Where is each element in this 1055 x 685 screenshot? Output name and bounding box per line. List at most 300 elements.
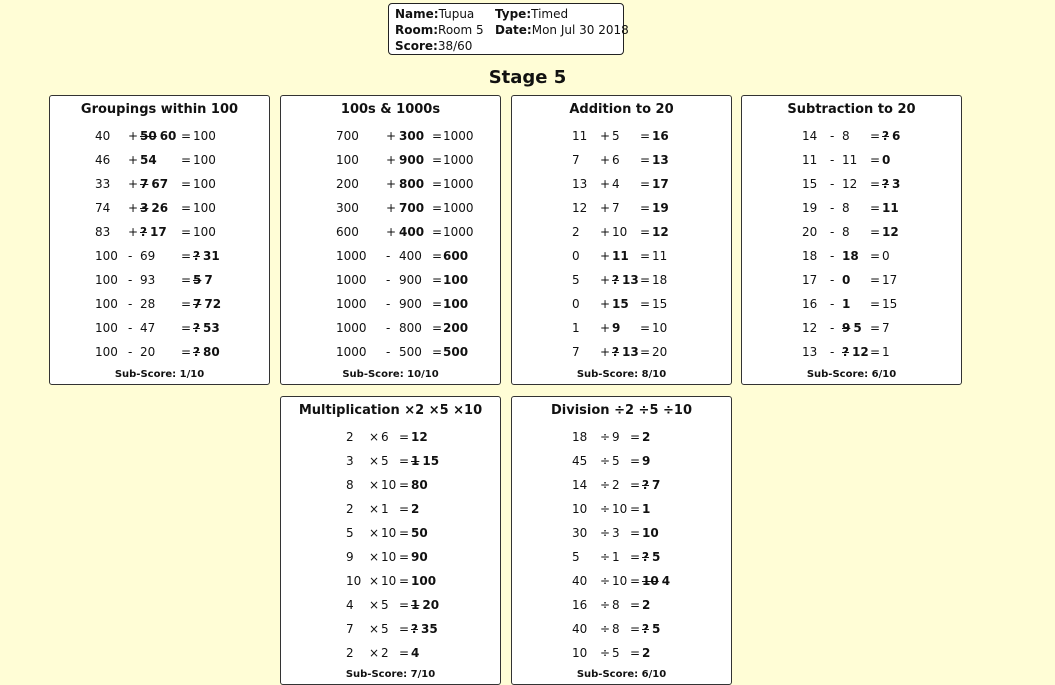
answer: 54 bbox=[140, 153, 157, 167]
operand-b bbox=[842, 272, 850, 288]
equals: = bbox=[399, 526, 410, 540]
operand-a: 15 bbox=[802, 177, 818, 191]
result-value: 100 bbox=[193, 201, 216, 215]
operand-a: 10 bbox=[572, 646, 588, 660]
result bbox=[652, 128, 669, 144]
equals: = bbox=[432, 225, 443, 239]
operand-b bbox=[612, 549, 620, 565]
operand-b-value: 900 bbox=[399, 297, 422, 311]
equals: = bbox=[432, 297, 443, 311]
problem-row bbox=[281, 224, 502, 240]
operand-b-value: 28 bbox=[140, 297, 156, 311]
problem-row bbox=[281, 573, 502, 589]
equals: = bbox=[640, 297, 651, 311]
operator: - bbox=[830, 249, 835, 263]
operand-b bbox=[381, 477, 396, 493]
equals: = bbox=[432, 153, 443, 167]
answer: 1 bbox=[642, 502, 651, 516]
operand-a: 100 bbox=[95, 345, 118, 359]
wrong-answer: 1 bbox=[411, 598, 420, 612]
equals: = bbox=[399, 430, 410, 444]
operand-b bbox=[140, 200, 168, 216]
operand-b bbox=[399, 248, 422, 264]
problem-row bbox=[281, 453, 502, 469]
equals: = bbox=[399, 478, 410, 492]
problem-row bbox=[281, 272, 502, 288]
equals: = bbox=[630, 454, 641, 468]
equals: = bbox=[399, 502, 410, 516]
equals: = bbox=[630, 526, 641, 540]
operand-a: 11 bbox=[802, 153, 818, 167]
operand-b-value: 4 bbox=[612, 177, 620, 191]
operator: - bbox=[830, 201, 835, 215]
problem-row bbox=[512, 453, 733, 469]
operand-b-value: 47 bbox=[140, 321, 156, 335]
operator: × bbox=[369, 478, 380, 492]
operator: - bbox=[128, 345, 133, 359]
equals: = bbox=[432, 201, 443, 215]
result-value: 1000 bbox=[443, 201, 474, 215]
operand-a: 10 bbox=[572, 502, 588, 516]
result bbox=[443, 272, 468, 288]
result bbox=[652, 200, 669, 216]
operand-a: 14 bbox=[802, 129, 818, 143]
problem-row bbox=[50, 224, 271, 240]
operand-b bbox=[140, 176, 168, 192]
wrong-answer: 5 bbox=[193, 273, 202, 287]
answer: 18 bbox=[842, 249, 859, 263]
equals: = bbox=[870, 249, 881, 263]
operand-b-value: 9 bbox=[612, 430, 620, 444]
type-label: Type: bbox=[495, 7, 532, 21]
problem-card bbox=[511, 396, 732, 685]
result bbox=[411, 645, 419, 661]
operator: + bbox=[386, 201, 397, 215]
wrong-answer: ? bbox=[612, 273, 619, 287]
answer: 5 bbox=[651, 622, 661, 636]
operand-a: 100 bbox=[95, 273, 118, 287]
problem-row bbox=[512, 248, 733, 264]
operand-a: 10 bbox=[346, 574, 362, 588]
answer: 500 bbox=[443, 345, 469, 359]
name-value: Tupua bbox=[438, 7, 475, 21]
equals: = bbox=[399, 622, 410, 636]
wrong-answer: 10 bbox=[642, 574, 659, 588]
operand-b-value: 5 bbox=[612, 129, 620, 143]
answer: 200 bbox=[443, 321, 469, 335]
answer: 60 bbox=[159, 129, 177, 143]
answer: 12 bbox=[652, 225, 669, 239]
answer: 19 bbox=[652, 201, 669, 215]
operand-b-value: 1 bbox=[612, 550, 620, 564]
result bbox=[411, 573, 436, 589]
wrong-answer: ? bbox=[193, 249, 200, 263]
problem-row bbox=[742, 200, 963, 216]
answer: 2 bbox=[411, 502, 420, 516]
result-value: 17 bbox=[882, 273, 898, 287]
sub-score: Sub-Score: 8/10 bbox=[576, 369, 667, 380]
answer: 10 bbox=[642, 526, 659, 540]
operand-a: 7 bbox=[346, 622, 354, 636]
operator: × bbox=[369, 622, 380, 636]
operand-b bbox=[140, 344, 155, 360]
problem-row bbox=[50, 320, 271, 336]
operand-b bbox=[399, 344, 422, 360]
problem-row bbox=[742, 344, 963, 360]
wrong-answer: 3 bbox=[140, 201, 149, 215]
result bbox=[411, 621, 438, 637]
operand-b bbox=[612, 429, 620, 445]
sub-score: Sub-Score: 1/10 bbox=[114, 369, 205, 380]
problem-row bbox=[512, 152, 733, 168]
operand-b bbox=[842, 344, 869, 360]
operand-b bbox=[399, 152, 424, 168]
operand-b bbox=[140, 320, 155, 336]
operator: - bbox=[830, 177, 835, 191]
operator: - bbox=[830, 129, 835, 143]
answer: 13 bbox=[621, 345, 639, 359]
equals: = bbox=[870, 177, 881, 191]
operator: - bbox=[386, 249, 391, 263]
operand-a: 100 bbox=[95, 297, 118, 311]
operand-b-value: 2 bbox=[381, 646, 389, 660]
wrong-answer: ? bbox=[411, 622, 418, 636]
date-label: Date: bbox=[495, 23, 532, 37]
answer: 400 bbox=[399, 225, 425, 239]
operand-b-value: 8 bbox=[612, 598, 620, 612]
operator: - bbox=[830, 297, 835, 311]
operand-a: 3 bbox=[346, 454, 354, 468]
problem-row bbox=[50, 200, 271, 216]
problem-row bbox=[512, 176, 733, 192]
answer: 800 bbox=[399, 177, 425, 191]
equals: = bbox=[640, 321, 651, 335]
equals: = bbox=[432, 345, 443, 359]
stage-title: Stage 5 bbox=[488, 67, 567, 88]
operand-b bbox=[612, 152, 620, 168]
result bbox=[652, 248, 667, 264]
result-value: 1000 bbox=[443, 129, 474, 143]
wrong-answer: 1 bbox=[411, 454, 420, 468]
problem-row bbox=[512, 429, 733, 445]
answer: 11 bbox=[882, 201, 899, 215]
wrong-answer: ? bbox=[642, 550, 649, 564]
result bbox=[411, 525, 428, 541]
operand-b-value: 10 bbox=[612, 225, 628, 239]
problem-row bbox=[742, 320, 963, 336]
result-value: 10 bbox=[652, 321, 668, 335]
operand-a: 2 bbox=[572, 225, 580, 239]
operand-b bbox=[399, 200, 424, 216]
equals: = bbox=[870, 321, 881, 335]
result-value: 15 bbox=[882, 297, 898, 311]
operator: - bbox=[128, 249, 133, 263]
equals: = bbox=[870, 129, 881, 143]
problem-row bbox=[281, 477, 502, 493]
score-value: 38/60 bbox=[437, 39, 473, 53]
answer: 9 bbox=[612, 321, 621, 335]
problem-row bbox=[512, 344, 733, 360]
wrong-answer: 7 bbox=[193, 297, 202, 311]
operand-a: 0 bbox=[572, 249, 580, 263]
operator: × bbox=[369, 598, 380, 612]
answer: 4 bbox=[661, 574, 671, 588]
card-title: Multiplication ×2 ×5 ×10 bbox=[298, 403, 483, 418]
equals: = bbox=[432, 273, 443, 287]
result bbox=[443, 128, 474, 144]
answer: 15 bbox=[612, 297, 629, 311]
operand-a: 17 bbox=[802, 273, 818, 287]
operand-a: 40 bbox=[572, 622, 588, 636]
problem-row bbox=[512, 597, 733, 613]
result-value: 1000 bbox=[443, 225, 474, 239]
answer: 11 bbox=[612, 249, 629, 263]
operand-b-value: 7 bbox=[612, 201, 620, 215]
result bbox=[652, 296, 667, 312]
result bbox=[193, 200, 216, 216]
operator: - bbox=[830, 153, 835, 167]
answer: 100 bbox=[443, 297, 469, 311]
operand-b-value: 1 bbox=[381, 502, 389, 516]
answer: 20 bbox=[422, 598, 440, 612]
problem-card bbox=[511, 95, 732, 385]
result bbox=[652, 272, 667, 288]
wrong-answer: 9 bbox=[842, 321, 851, 335]
operand-b-value: 800 bbox=[399, 321, 422, 335]
wrong-answer: ? bbox=[193, 321, 200, 335]
problem-row bbox=[742, 296, 963, 312]
problem-row bbox=[281, 296, 502, 312]
result bbox=[411, 429, 428, 445]
equals: = bbox=[640, 177, 651, 191]
operand-b bbox=[381, 429, 389, 445]
problem-row bbox=[281, 549, 502, 565]
operator: + bbox=[128, 177, 139, 191]
operand-b bbox=[842, 152, 857, 168]
operator: + bbox=[600, 129, 611, 143]
result bbox=[193, 248, 220, 264]
operand-a: 12 bbox=[802, 321, 818, 335]
problem-row bbox=[512, 477, 733, 493]
result bbox=[443, 200, 474, 216]
operand-a: 100 bbox=[95, 321, 118, 335]
result bbox=[193, 176, 216, 192]
result bbox=[443, 176, 474, 192]
operand-b-value: 10 bbox=[612, 574, 628, 588]
result bbox=[193, 128, 216, 144]
operand-a: 1000 bbox=[336, 273, 367, 287]
problem-row bbox=[50, 128, 271, 144]
operand-b bbox=[612, 525, 620, 541]
answer: 5 bbox=[853, 321, 862, 335]
operand-b bbox=[612, 200, 620, 216]
result bbox=[642, 621, 660, 637]
result bbox=[652, 224, 669, 240]
operator: × bbox=[369, 574, 380, 588]
answer: 72 bbox=[204, 297, 222, 311]
operand-b-value: 5 bbox=[612, 454, 620, 468]
operand-a: 4 bbox=[346, 598, 354, 612]
answer: 700 bbox=[399, 201, 425, 215]
result bbox=[882, 152, 890, 168]
problem-row bbox=[281, 176, 502, 192]
wrong-answer: ? bbox=[642, 478, 649, 492]
wrong-answer: ? bbox=[612, 345, 619, 359]
operand-b bbox=[612, 344, 639, 360]
result-value: 15 bbox=[652, 297, 668, 311]
operand-b-value: 10 bbox=[612, 502, 628, 516]
operand-b bbox=[381, 453, 389, 469]
operator: - bbox=[128, 273, 133, 287]
operator: + bbox=[128, 153, 139, 167]
result bbox=[411, 501, 419, 517]
problem-card bbox=[280, 396, 501, 685]
result bbox=[411, 453, 439, 469]
operand-b bbox=[842, 128, 850, 144]
operand-b bbox=[140, 248, 155, 264]
operand-a: 300 bbox=[336, 201, 359, 215]
operand-a: 700 bbox=[336, 129, 359, 143]
operand-a: 40 bbox=[572, 574, 588, 588]
operand-b-value: 69 bbox=[140, 249, 156, 263]
result bbox=[193, 344, 220, 360]
operand-a: 1000 bbox=[336, 321, 367, 335]
problem-row bbox=[50, 272, 271, 288]
wrong-answer: ? bbox=[842, 345, 849, 359]
operand-b bbox=[842, 224, 850, 240]
operand-b bbox=[381, 597, 389, 613]
wrong-answer: ? bbox=[140, 225, 147, 239]
problem-row bbox=[512, 645, 733, 661]
operand-b-value: 8 bbox=[842, 129, 850, 143]
operand-b-value: 10 bbox=[381, 526, 397, 540]
operator: - bbox=[128, 321, 133, 335]
answer: 1 bbox=[842, 297, 851, 311]
problem-row bbox=[512, 224, 733, 240]
operand-a: 100 bbox=[336, 153, 359, 167]
operator: × bbox=[369, 646, 380, 660]
operator: + bbox=[600, 249, 611, 263]
equals: = bbox=[630, 598, 641, 612]
operand-a: 46 bbox=[95, 153, 111, 167]
operator: ÷ bbox=[600, 574, 611, 588]
answer: 5 bbox=[651, 550, 661, 564]
result bbox=[642, 597, 650, 613]
wrong-answer: ? bbox=[882, 129, 889, 143]
result bbox=[882, 296, 897, 312]
operand-a: 14 bbox=[572, 478, 588, 492]
equals: = bbox=[181, 249, 192, 263]
equals: = bbox=[870, 201, 881, 215]
answer: 2 bbox=[642, 598, 651, 612]
answer: 6 bbox=[891, 129, 901, 143]
room-value: Room 5 bbox=[438, 23, 484, 37]
equals: = bbox=[870, 153, 881, 167]
answer: 600 bbox=[443, 249, 469, 263]
info-panel bbox=[388, 3, 629, 55]
problem-row bbox=[512, 320, 733, 336]
operator: + bbox=[600, 225, 611, 239]
operand-a: 45 bbox=[572, 454, 588, 468]
operand-a: 13 bbox=[802, 345, 818, 359]
result bbox=[652, 152, 669, 168]
problem-row bbox=[281, 128, 502, 144]
operator: × bbox=[369, 454, 380, 468]
result bbox=[882, 224, 899, 240]
operand-b bbox=[612, 477, 620, 493]
result bbox=[443, 152, 474, 168]
answer: 31 bbox=[202, 249, 220, 263]
problem-row bbox=[512, 621, 733, 637]
result-value: 1000 bbox=[443, 177, 474, 191]
equals: = bbox=[399, 598, 410, 612]
equals: = bbox=[870, 273, 881, 287]
operand-b bbox=[399, 272, 422, 288]
answer: 50 bbox=[411, 526, 428, 540]
operand-b bbox=[399, 224, 424, 240]
equals: = bbox=[870, 225, 881, 239]
result bbox=[652, 176, 669, 192]
operand-b bbox=[399, 296, 422, 312]
equals: = bbox=[181, 345, 192, 359]
equals: = bbox=[181, 153, 192, 167]
card-title: Division ÷2 ÷5 ÷10 bbox=[551, 403, 692, 418]
problem-row bbox=[742, 272, 963, 288]
result bbox=[443, 344, 468, 360]
operand-b-value: 6 bbox=[381, 430, 389, 444]
operand-a: 40 bbox=[95, 129, 111, 143]
equals: = bbox=[640, 345, 651, 359]
answer: 100 bbox=[411, 574, 437, 588]
answer: 15 bbox=[422, 454, 440, 468]
answer: 17 bbox=[652, 177, 669, 191]
card-title: 100s & 1000s bbox=[340, 102, 441, 117]
operand-b-value: 3 bbox=[612, 526, 620, 540]
operand-b bbox=[381, 501, 389, 517]
name-label: Name: bbox=[395, 7, 439, 21]
result-value: 1 bbox=[882, 345, 890, 359]
equals: = bbox=[399, 454, 410, 468]
answer: 900 bbox=[399, 153, 425, 167]
equals: = bbox=[640, 129, 651, 143]
result bbox=[642, 477, 660, 493]
operand-b bbox=[612, 128, 620, 144]
wrong-answer: ? bbox=[642, 622, 649, 636]
result bbox=[882, 176, 900, 192]
problem-row bbox=[742, 248, 963, 264]
operator: - bbox=[830, 321, 835, 335]
operand-a: 5 bbox=[572, 273, 580, 287]
problem-row bbox=[50, 176, 271, 192]
operand-b bbox=[612, 176, 620, 192]
result bbox=[642, 573, 670, 589]
equals: = bbox=[181, 321, 192, 335]
problem-row bbox=[281, 152, 502, 168]
operand-b bbox=[381, 621, 389, 637]
operand-a: 1000 bbox=[336, 297, 367, 311]
operand-a: 600 bbox=[336, 225, 359, 239]
wrong-answer: ? bbox=[193, 345, 200, 359]
problem-row bbox=[512, 573, 733, 589]
operator: + bbox=[128, 225, 139, 239]
answer: 0 bbox=[842, 273, 851, 287]
result-value: 100 bbox=[193, 177, 216, 191]
answer: 2 bbox=[642, 646, 651, 660]
card-title: Subtraction to 20 bbox=[787, 102, 916, 117]
operator: ÷ bbox=[600, 622, 611, 636]
result bbox=[411, 477, 428, 493]
operand-a: 5 bbox=[346, 526, 354, 540]
